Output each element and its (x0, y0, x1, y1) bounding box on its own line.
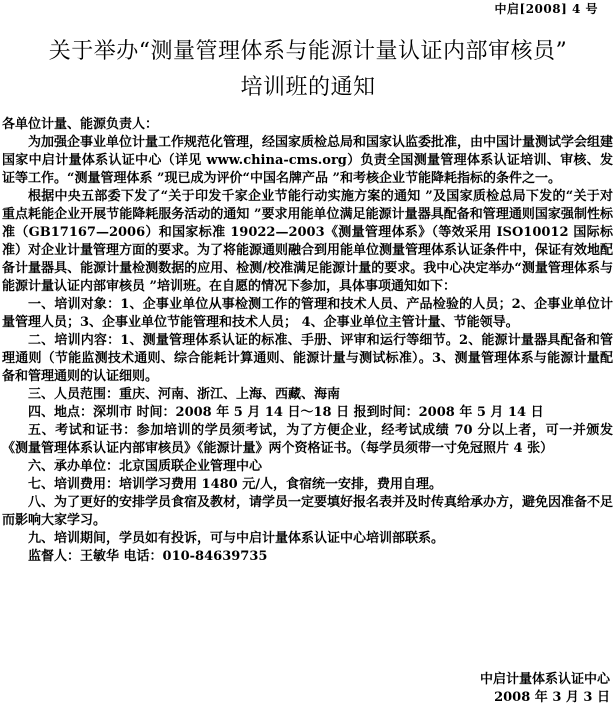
paragraph-fees: 七、培训费用：培训学习费用 1480 元/人，食宿统一安排，费用自理。 (28, 477, 442, 492)
paragraph-exam-certificate: 五、考试和证书：参加培训的学员须考试，为了方便企业，经考试成绩 70 分以上者，可一并颁发《测量管理体系认证内部审核员》《能源计量》两个资格证书。（每学员须带一寸免冠照片 4 张） (2, 423, 613, 456)
paragraph-supervisor: 监督人：王敏华 电话：010-84639735 (28, 549, 268, 564)
signature-date: 2008 年 3 月 3 日 (494, 690, 610, 705)
paragraph-content: 二、培训内容：1、测量管理体系认证的标准、手册、评审和运行等细节。2、能源计量器具配备和管理通则（节能监测技术通则、综合能耗计算通则、能源计量与测试标准）。3、测量管理体系与能源计量配备和管理通则的认证细则。 (2, 333, 613, 384)
paragraph-intro: 为加强企事业单位计量工作规范化管理，经国家质检总局和国家认监委批准，由中国计量测试学会组建国家中启计量体系认证中心（详见 www.china-cms.org）负责全国测量管理体系认证培训、审核、发证等工作。“测量管理体系 ”现已成为评价“中国名牌产品 ”和考核企业节能降耗指标的条件之一。 (2, 135, 614, 186)
paragraph-trainees: 一、培训对象：1、企事业单位从事检测工作的管理和技术人员、产品检验的人员；2、企事业单位计量管理人员；3、企事业单位节能管理和技术人员； 4、企事业单位主管计量、节能领导。 (2, 297, 613, 330)
paragraph-complaints: 九、培训期间，学员如有投诉，可与中启计量体系认证中心培训部联系。 (28, 531, 445, 546)
document-title-line2: 培训班的通知 (240, 75, 376, 100)
paragraph-organizer: 六、承办单位：北京国质联企业管理中心 (28, 459, 263, 474)
paragraph-location-time: 四、地点：深圳市 时间：2008 年 5 月 14 日～18 日 报到时间：2008 年 5 月 14 日 (28, 405, 544, 420)
paragraph-background: 根据中央五部委下发了“关于印发千家企业节能行动实施方案的通知 ”及国家质检总局下发的“关于对重点耗能企业开展节能降耗服务活动的通知 ”要求用能单位满足能源计量器具配备和管理通则国家强制性标准（GB17167—2006）和国家标准 19022—2003《测量管理体系》（等效采用 ISO10012 国际标准）对企业计量管理方面的要求。为了将能源通则融合到用能单位测量管理体系认证条件中，保证有效地配备计量器具、能源计量检测数据的应用、检测/校准满足能源计量的要求。我中心决定举办“测量管理体系与能源计量认证内部审核员 ”培训班。在自愿的情况下参加，具体事项通知如下： (2, 189, 614, 294)
salutation: 各单位计量、能源负责人： (2, 117, 159, 132)
document-title-line1: 关于举办“测量管理体系与能源计量认证内部审核员” (48, 39, 568, 64)
document-body (2, 116, 613, 566)
paragraph-registration: 八、为了更好的安排学员食宿及教材，请学员一定要填好报名表并及时传真给承办方，避免因准备不足而影响大家学习。 (2, 495, 614, 528)
paragraph-scope: 三、人员范围：重庆、河南、浙江、上海、西藏、海南 (28, 387, 341, 402)
signature-organization: 中启计量体系认证中心 (479, 672, 610, 687)
document-number: 中启[2008] 4 号 (494, 2, 598, 16)
